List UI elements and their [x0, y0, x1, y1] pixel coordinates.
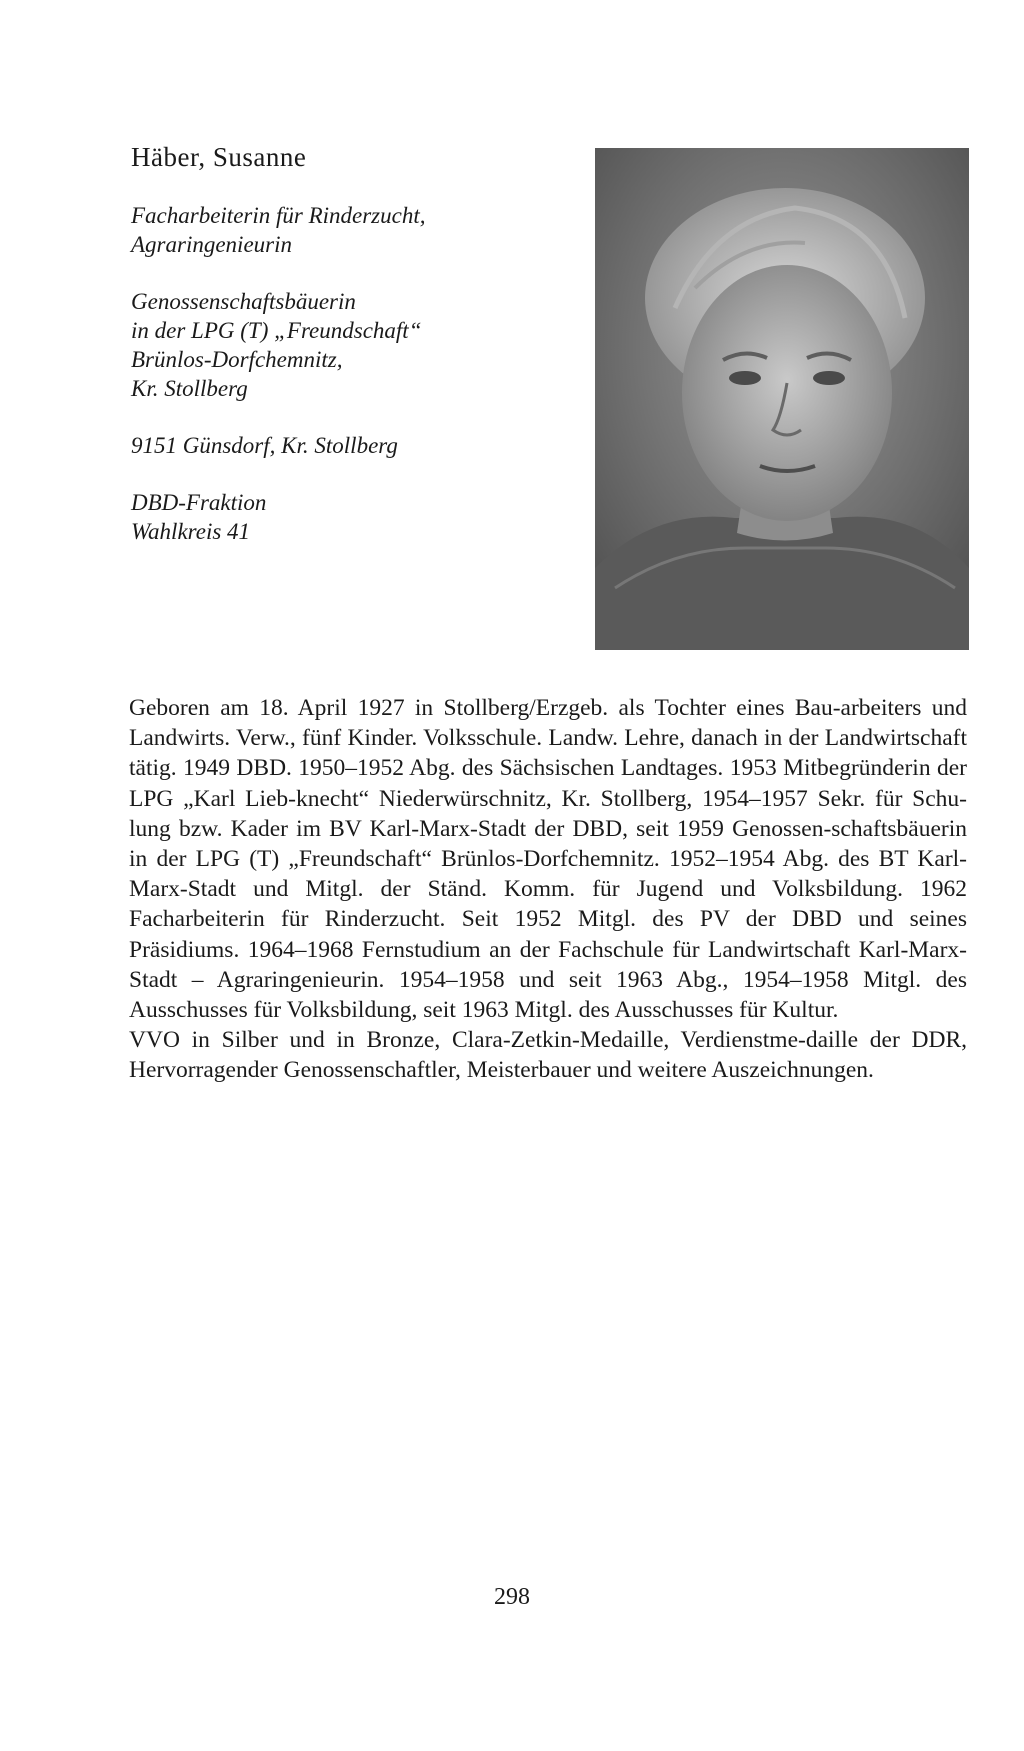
- profession-line: Agraringenieurin: [131, 232, 292, 257]
- address-line: 9151 Günsdorf, Kr. Stollberg: [131, 433, 398, 458]
- workplace-line: Kr. Stollberg: [131, 376, 248, 401]
- workplace-line: Brünlos-Dorfchemnitz,: [131, 347, 343, 372]
- awards-paragraph: VVO in Silber und in Bronze, Clara-Zetkin-Medaille, Verdienstme-daille der DDR, Hervorragender Genossenschaftler, Meisterbauer und weitere Auszeichnungen.: [129, 1027, 967, 1084]
- workplace-line: Genossenschaftsbäuerin: [131, 289, 356, 314]
- biography-text: [129, 693, 967, 1086]
- entry-header: [131, 142, 571, 574]
- biography-paragraph: Geboren am 18. April 1927 in Stollberg/Erzgeb. als Tochter eines Bau-arbeiters und Landwirts. Verw., fünf Kinder. Volksschule. Landw. Lehre, danach in der Landwirtschaft tätig. 1949 DBD. 1950–1952 Abg. des Sächsischen Landtages. 1953 Mitbegründerin der LPG „Karl Lieb-knecht“ Niederwürschnitz, Kr. Stollberg, 1954–1957 Sekr. für Schu-lung bzw. Kader im BV Karl-Marx-Stadt der DBD, seit 1959 Genossen-schaftsbäuerin in der LPG (T) „Freundschaft“ Brünlos-Dorfchemnitz. 1952–1954 Abg. des BT Karl-Marx-Stadt und Mitgl. der Ständ. Komm. für Jugend und Volksbildung. 1962 Facharbeiterin für Rinderzucht. Seit 1952 Mitgl. des PV der DBD und seines Präsidiums. 1964–1968 Fernstudium an der Fachschule für Landwirtschaft Karl-Marx-Stadt – Agraringenieurin. 1954–1958 und seit 1963 Abg., 1954–1958 Mitgl. des Ausschusses für Volksbildung, seit 1963 Mitgl. des Ausschusses für Kultur.: [129, 695, 967, 1024]
- workplace-block: [131, 287, 571, 403]
- address-block: [131, 431, 571, 460]
- person-name: Häber, Susanne: [131, 142, 307, 172]
- page-number: 298: [494, 1584, 530, 1610]
- faction-block: [131, 488, 571, 546]
- constituency-line: Wahlkreis 41: [131, 519, 251, 544]
- faction-line: DBD-Fraktion: [131, 490, 267, 515]
- profession-block: [131, 201, 571, 259]
- profession-line: Facharbeiterin für Rinderzucht,: [131, 203, 426, 228]
- workplace-line: in der LPG (T) „Freundschaft“: [131, 318, 422, 343]
- portrait-photo: [595, 148, 969, 650]
